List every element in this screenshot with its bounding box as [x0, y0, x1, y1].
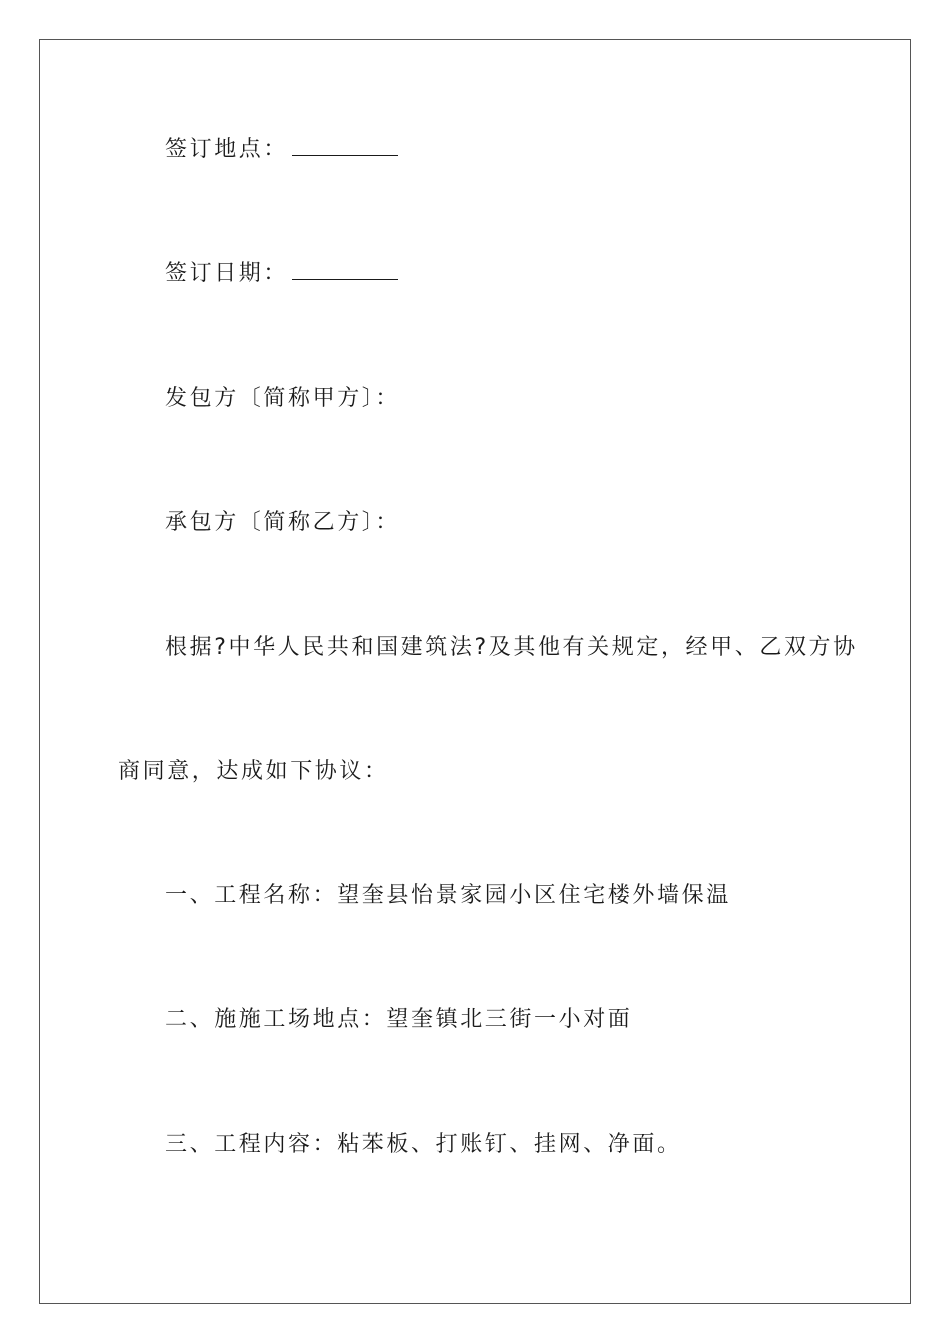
signing-date-line — [165, 259, 398, 289]
clause-work-content — [165, 1130, 682, 1160]
party-b-label: 承包方〔简称乙方〕： — [165, 510, 401, 535]
preamble-line-1 — [165, 633, 858, 663]
page-border — [39, 39, 911, 1304]
signing-place-label: 签订地点： — [165, 137, 289, 162]
party-a-line — [165, 384, 400, 414]
preamble-text-2: 商同意，达成如下协议： — [118, 759, 389, 784]
clause-3-text: 三、工程内容：粘苯板、打账钉、挂网、净面。 — [165, 1132, 682, 1157]
clause-2-text: 二、施施工场地点：望奎镇北三街一小对面 — [165, 1007, 633, 1032]
clause-1-text: 一、工程名称：望奎县怡景家园小区住宅楼外墙保温 — [165, 883, 731, 908]
signing-date-blank — [292, 259, 398, 280]
clause-project-name — [165, 881, 731, 911]
party-b-line — [165, 508, 400, 538]
signing-date-label: 签订日期： — [165, 261, 289, 286]
preamble-line-2 — [118, 757, 389, 787]
signing-place-line — [165, 135, 398, 165]
party-a-label: 发包方〔简称甲方〕： — [165, 386, 401, 411]
preamble-text-1: 根据?中华人民共和国建筑法?及其他有关规定，经甲、乙双方协 — [165, 635, 858, 660]
signing-place-blank — [292, 135, 398, 156]
clause-site-location — [165, 1005, 632, 1035]
